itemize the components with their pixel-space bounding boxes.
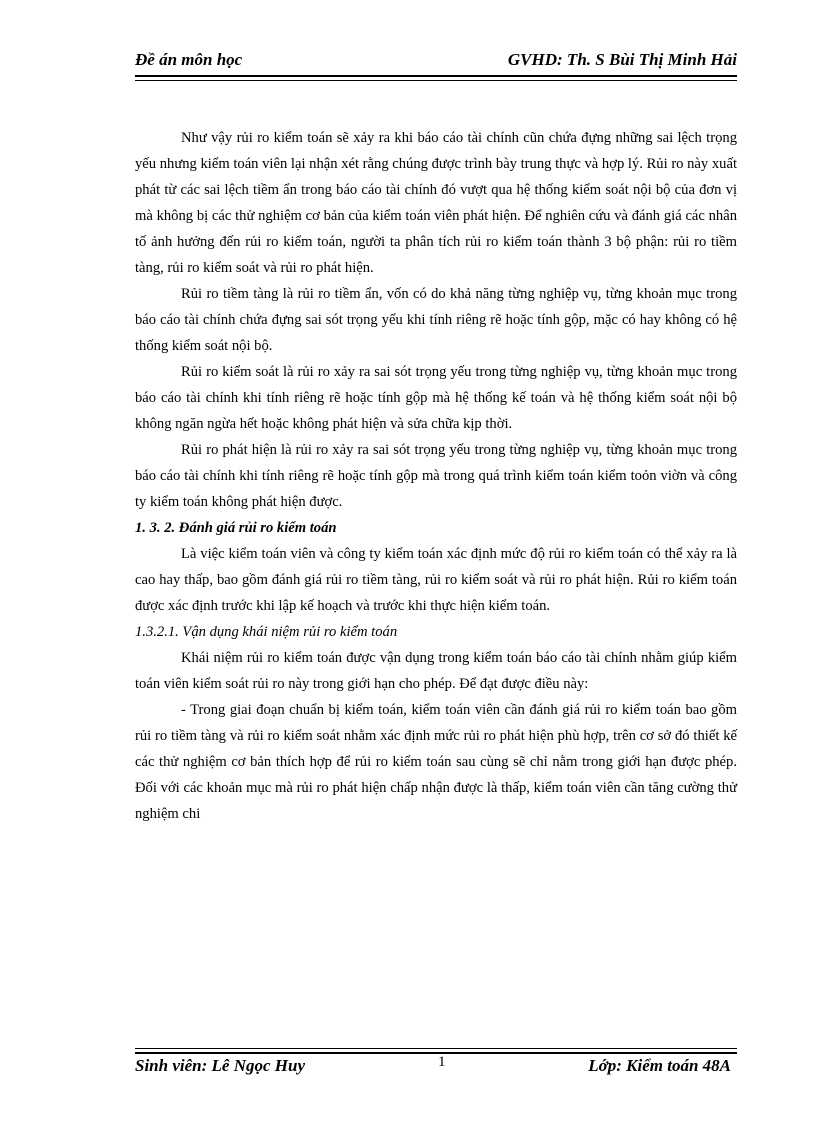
header-rule-thick: [135, 75, 737, 77]
body-paragraph: Khái niệm rủi ro kiểm toán được vận dụng trong kiểm toán báo cáo tài chính nhằm giúp kiểm toán viên kiểm soát rủi ro này trong giới hạn cho phép. Để đạt được điều này:: [135, 650, 737, 692]
body-paragraph: Rủi ro phát hiện là rủi ro xảy ra sai sót trọng yếu trong từng nghiệp vụ, từng khoản mục trong báo cáo tài chính khi tính riêng rẽ hoặc tính gộp mà trong quá trình kiểm toán kiểm toỏn viờn và công ty kiểm toán không phát hiện được.: [135, 442, 737, 510]
body-paragraph: Rủi ro kiểm soát là rủi ro xảy ra sai sót trọng yếu trong từng nghiệp vụ, từng khoản mục trong báo cáo tài chính khi tính riêng rẽ hoặc tính gộp mà hệ thống kế toán và hệ thống kiểm soát nội bộ không ngăn ngừa hết hoặc không phát hiện và sửa chữa kịp thời.: [135, 364, 737, 432]
header-advisor: GVHD: Th. S Bùi Thị Minh Hải: [507, 50, 737, 69]
body-paragraph: Rủi ro tiềm tàng là rủi ro tiềm ẩn, vốn có do khả năng từng nghiệp vụ, từng khoản mục trong báo cáo tài chính chứa đựng sai sót trọng yếu khi tính riêng rẽ hoặc tính gộp, mặc có hay không có hệ thống kiểm soát nội bộ.: [135, 286, 737, 354]
body-paragraph: Là việc kiểm toán viên và công ty kiểm toán xác định mức độ rủi ro kiểm toán có thể xảy ra là cao hay thấp, bao gồm đánh giá rủi ro tiềm tàng, rủi ro kiểm soát và rủi ro phát hiện. Rủi ro kiểm toán được xác định trước khi lập kế hoạch và trước khi thực hiện kiểm toán.: [135, 546, 737, 614]
page-header: [135, 50, 737, 72]
footer-student: Sinh viên: Lê Ngọc Huy: [135, 1056, 305, 1075]
footer-class: Lớp: Kiểm toán 48A: [588, 1056, 731, 1075]
section-heading: 1. 3. 2. Đánh giá rủi ro kiểm toán: [135, 520, 337, 536]
header-rule-thin: [135, 80, 737, 81]
document-body: [135, 125, 737, 827]
footer-rule-thin: [135, 1048, 737, 1049]
page-footer: [135, 1054, 737, 1078]
subsection-heading: 1.3.2.1. Vận dụng khái niệm rủi ro kiểm toán: [135, 624, 398, 640]
page-number: 1: [438, 1054, 446, 1070]
body-paragraph: Như vậy rủi ro kiểm toán sẽ xảy ra khi báo cáo tài chính cũn chứa đựng những sai lệch trọng yếu nhưng kiểm toán viên lại nhận xét rằng chúng được trình bày trung thực và hợp lý. Rủi ro này xuất phát từ các sai lệch tiềm ẩn trong báo cáo tài chính đó vượt qua hệ thống kiểm soát nội bộ của đơn vị mà không bị các thử nghiệm cơ bản của kiểm toán viên phát hiện. Để nghiên cứu và đánh giá các nhân tố ảnh hưởng đến rủi ro kiểm toán, người ta phân tích rủi ro kiểm toán thành 3 bộ phận: rủi ro tiềm tàng, rủi ro kiểm soát và rủi ro phát hiện.: [135, 130, 737, 276]
body-paragraph: - Trong giai đoạn chuẩn bị kiểm toán, kiểm toán viên cần đánh giá rủi ro kiểm toán bao gồm rủi ro tiềm tàng và rủi ro kiểm soát nhằm xác định mức rủi ro phát hiện phù hợp, trên cơ sở đó thiết kế các thử nghiệm cơ bản thích hợp để rủi ro kiểm toán sau cùng sẽ chỉ nằm trong giới hạn được phép. Đối với các khoản mục mà rủi ro phát hiện chấp nhận được là thấp, kiểm toán viên cần tăng cường thử nghiệm chi: [135, 702, 737, 822]
header-course-title: Đề án môn học: [135, 50, 243, 69]
